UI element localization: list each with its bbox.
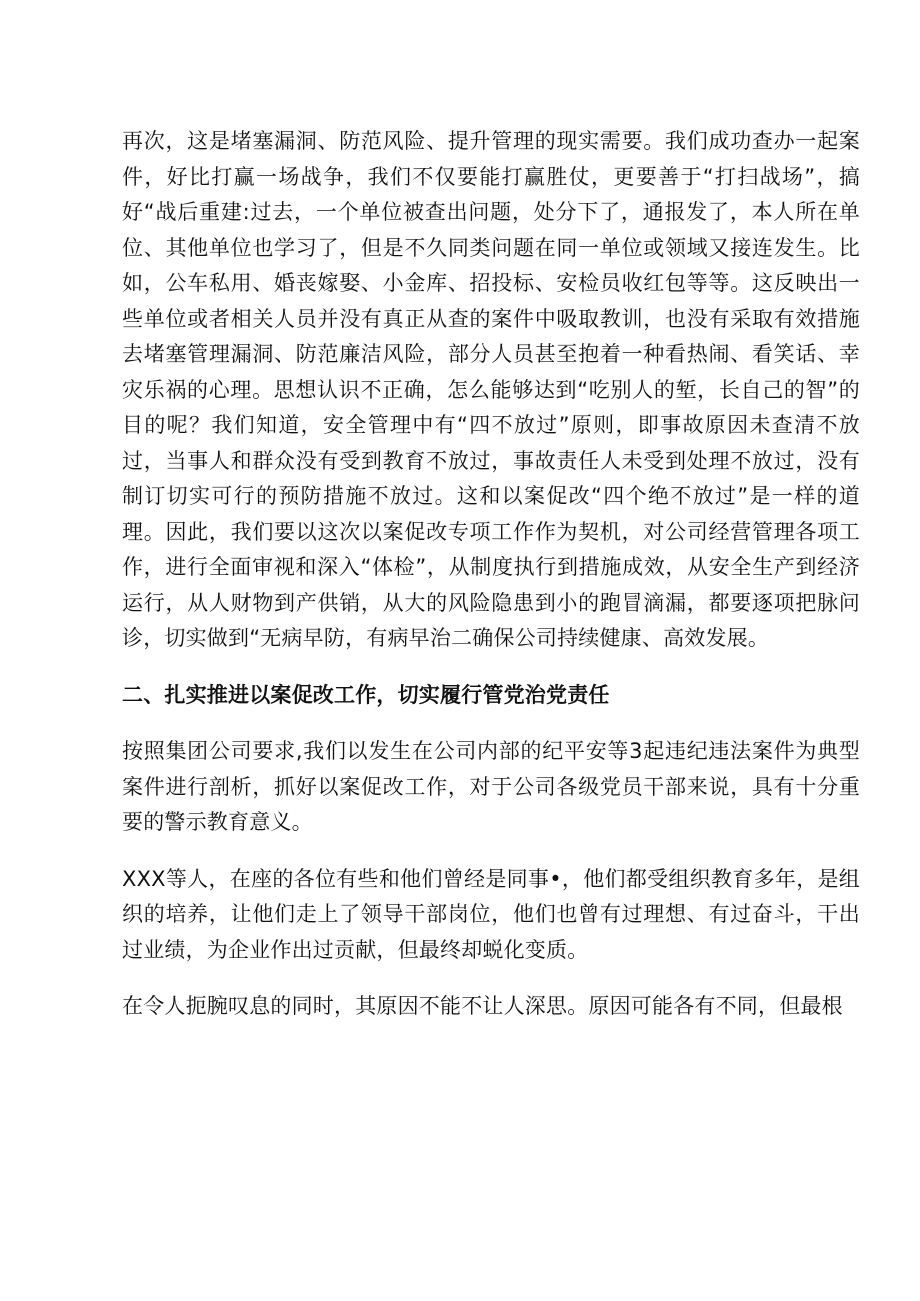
document-body [122, 124, 860, 1025]
paragraph [122, 862, 860, 969]
paragraph [122, 734, 860, 841]
paragraph-text: 在令人扼腕叹息的同时，其原因不能不让人深思。原因可能各有不同，但最根 [122, 994, 843, 1018]
paragraph-text: 按照集团公司要求,我们以发生在公司内部的纪平安等3起违纪违法案件为典型案件进行剖析，抓好以案促改工作，对于公司各级党员干部来说，具有十分重要的警示教育意义。 [122, 739, 860, 834]
section-heading-text: 二、扎实推进以案促改工作，切实履行管党治党责任 [122, 682, 610, 707]
section-heading [122, 678, 860, 714]
paragraph [122, 124, 860, 657]
paragraph-text: XXX等人，在座的各位有些和他们曾经是同事•，他们都受组织教育多年，是组织的培养，让他们走上了领导干部岗位，他们也曾有过理想、有过奋斗，干出过业绩，为企业作出过贡献，但最终却蜕化变质。 [122, 866, 860, 962]
paragraph [122, 989, 860, 1025]
paragraph-text: 再次，这是堵塞漏洞、防范风险、提升管理的现实需要。我们成功查办一起案件，好比打赢一场战争，我们不仅要能打赢胜仗，更要善于“打扫战场”，搞好“战后重建:过去，一个单位被查出问题，处分下了，通报发了，本人所在单位、其他单位也学习了，但是不久同类问题在同一单位或领域又接连发生。比如，公车私用、婚丧嫁娶、小金库、招投标、安检员收红包等等。这反映出一些单位或者相关人员并没有真正从查的案件中吸取教训，也没有采取有效措施去堵塞管理漏洞、防范廉洁风险，部分人员甚至抱着一种看热闹、看笑话、幸灾乐祸的心理。思想认识不正确，怎么能够达到“吃别人的堑，长自己的智”的目的呢？我们知道，安全管理中有“四不放过”原则，即事故原因未查清不放过，当事人和群众没有受到教育不放过，事故责任人未受到处理不放过，没有制订切实可行的预防措施不放过。这和以案促改“四个绝不放过”是一样的道理。因此，我们要以这次以案促改专项工作作为契机，对公司经营管理各项工作，进行全面审视和深入“体检”，从制度执行到措施成效，从安全生产到经济运行，从人财物到产供销，从大的风险隐患到小的跑冒滴漏，都要逐项把脉问诊，切实做到“无病早防，有病早治二确保公司持续健康、高效发展。 [122, 129, 860, 650]
